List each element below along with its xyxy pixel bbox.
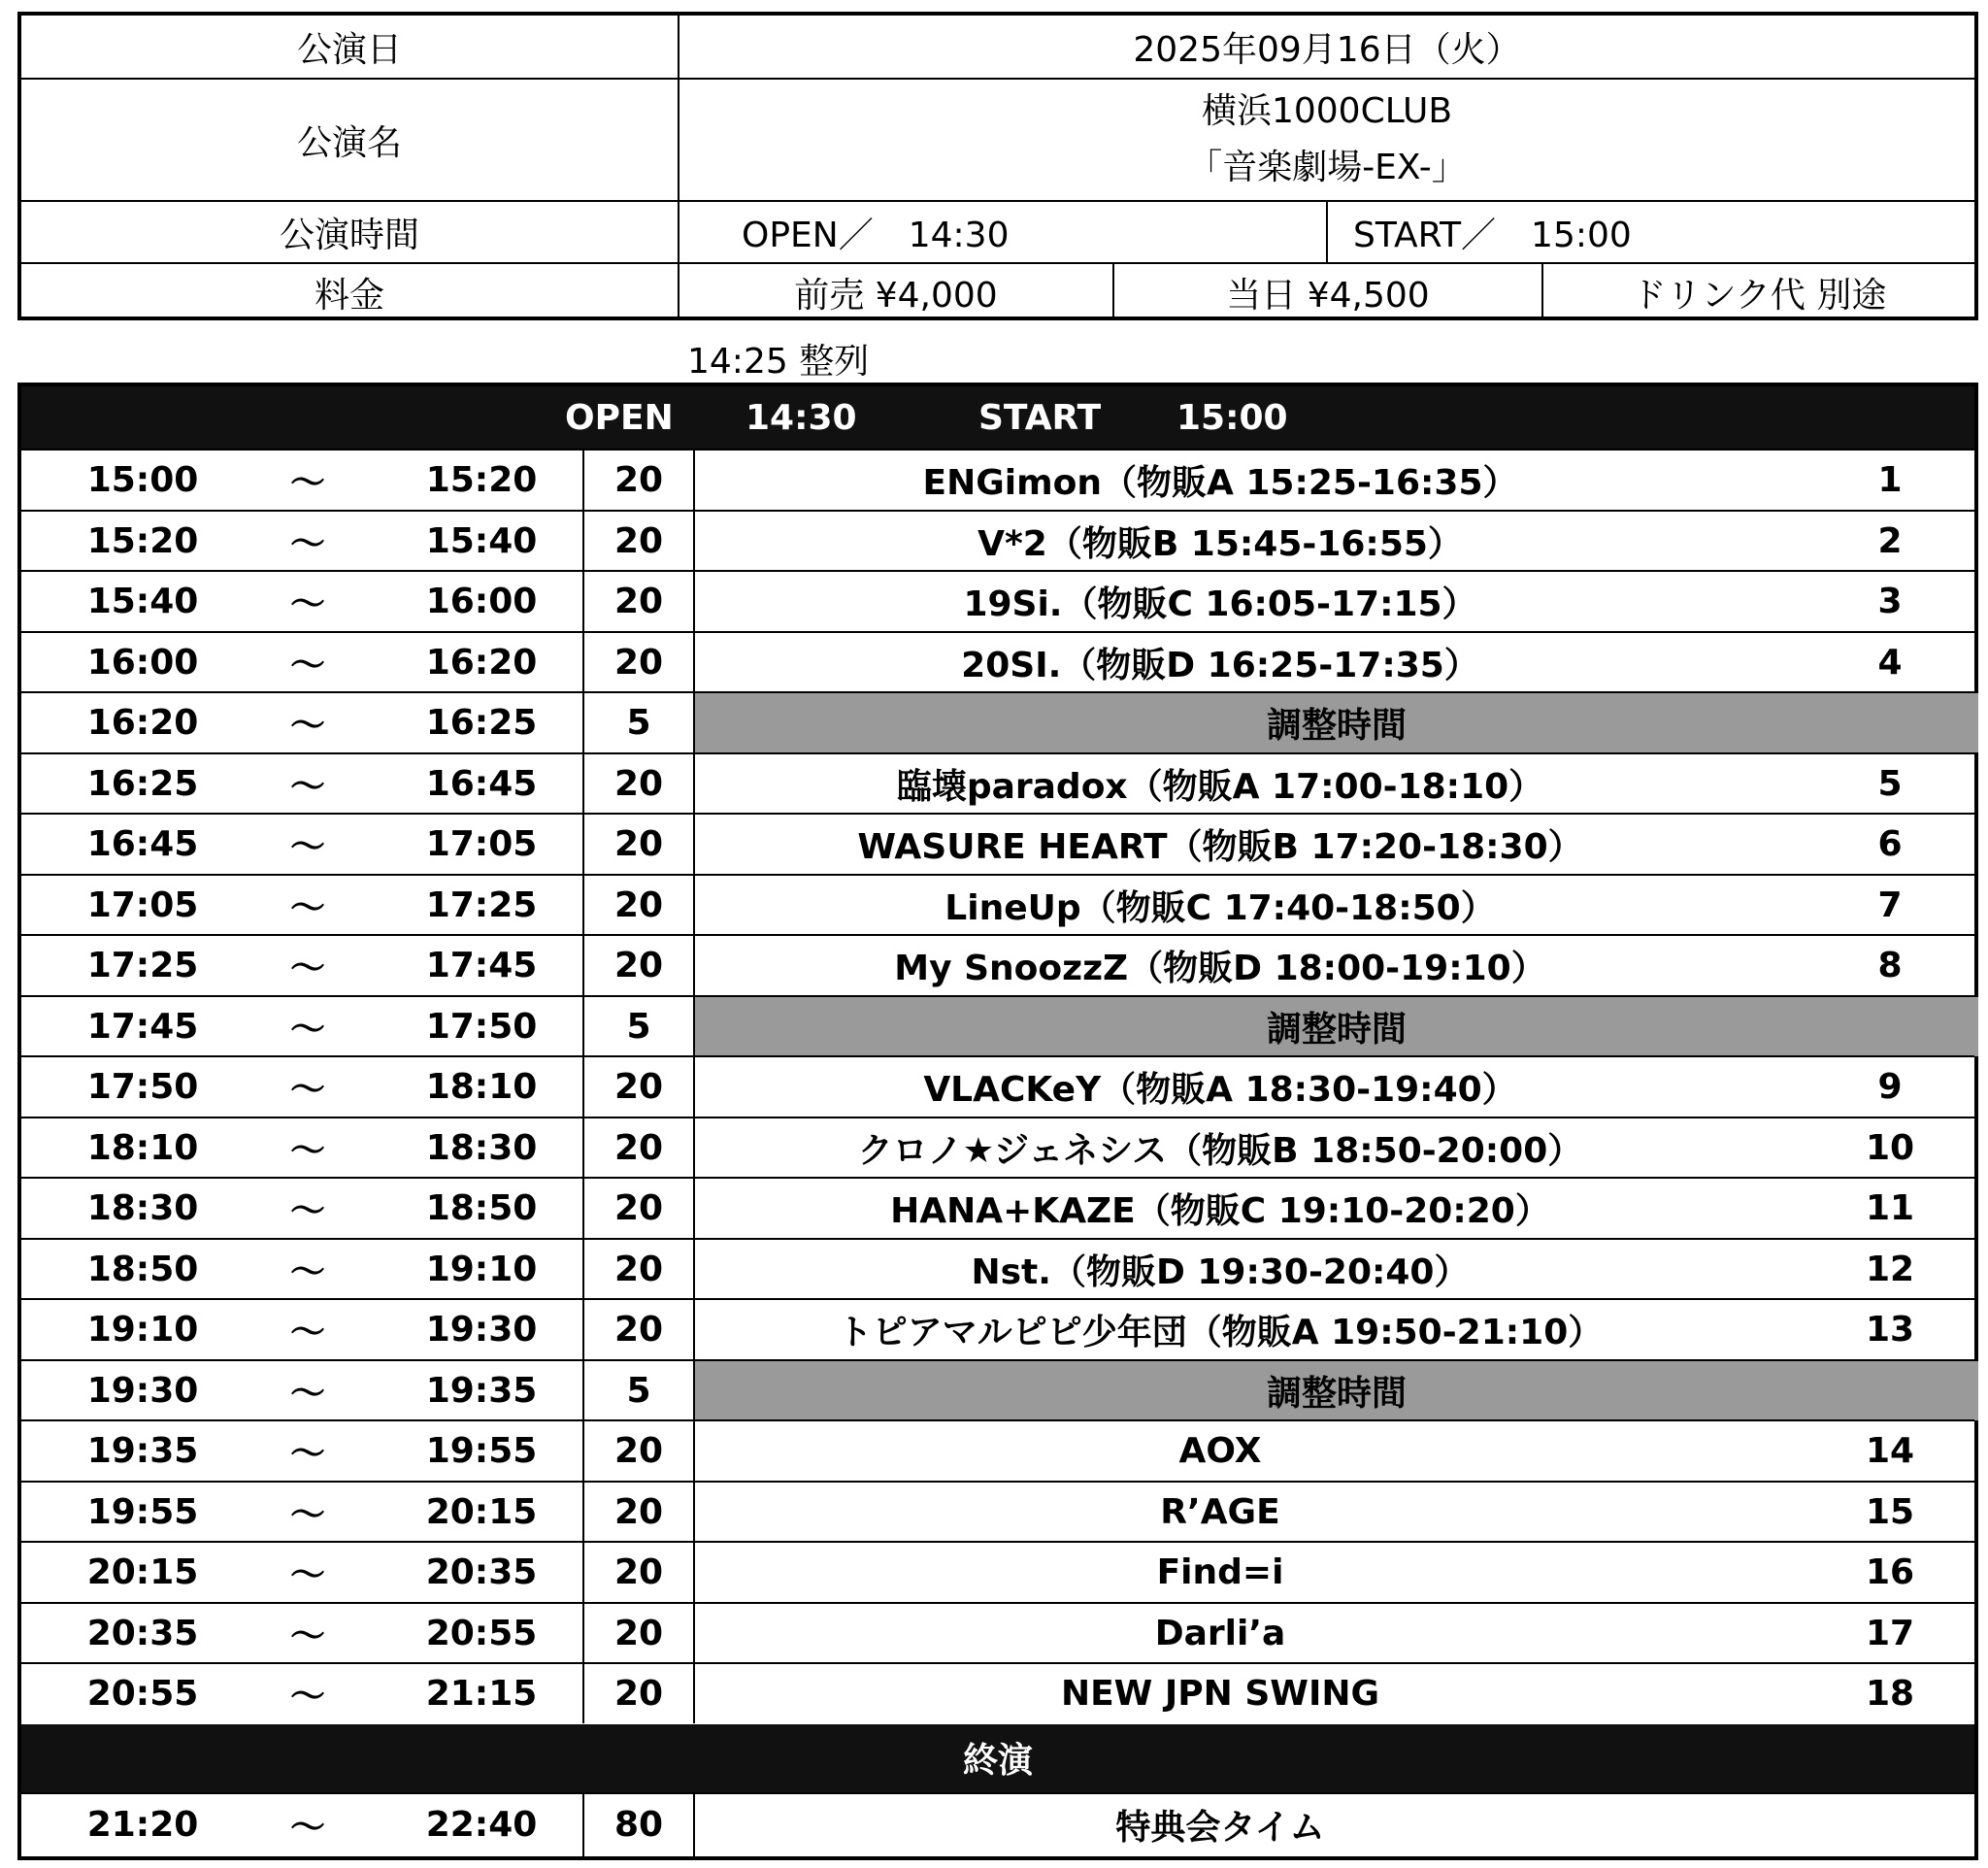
venue-name: 横浜1000CLUB xyxy=(1201,91,1453,131)
tilde-separator: 〜 xyxy=(289,1616,325,1656)
adjustment-time-cell: 調整時間 xyxy=(695,693,1978,752)
date-row xyxy=(21,16,1974,80)
performance-order: 10 xyxy=(1865,1127,1915,1168)
presale-price: 前売 ¥4,000 xyxy=(679,264,1114,320)
slot-duration: 20 xyxy=(582,512,695,571)
tilde-separator: 〜 xyxy=(289,1070,325,1110)
performance-order: 18 xyxy=(1865,1674,1915,1714)
performer-name: HANA+KAZE（物販C 19:10-20:20） xyxy=(890,1191,1550,1231)
tilde-separator: 〜 xyxy=(289,1009,325,1050)
performance-order: 12 xyxy=(1865,1249,1915,1289)
slot-start-time: 20:55 xyxy=(86,1674,199,1714)
timetable-row xyxy=(21,510,1974,571)
adjustment-time-cell: 調整時間 xyxy=(695,997,1978,1056)
tilde-separator: 〜 xyxy=(289,645,325,685)
performer-name: AOX xyxy=(1178,1431,1262,1471)
tilde-separator: 〜 xyxy=(289,523,325,564)
performer-name: 臨壊paradox（物販A 17:00-18:10） xyxy=(896,766,1544,807)
timetable-header xyxy=(21,386,1974,449)
slot-start-time: 19:10 xyxy=(86,1310,199,1350)
performer-name: My SnoozzZ（物販D 18:00-19:10） xyxy=(894,949,1546,988)
slot-duration: 20 xyxy=(582,1664,695,1723)
performance-order: 8 xyxy=(1877,946,1903,985)
slot-end-time: 16:25 xyxy=(425,703,538,743)
tilde-separator: 〜 xyxy=(289,706,325,746)
tilde-separator: 〜 xyxy=(289,827,325,867)
slot-start-time: 18:30 xyxy=(86,1188,199,1228)
date-label: 公演日 xyxy=(21,16,679,78)
slot-start-time: 18:50 xyxy=(86,1249,199,1289)
tilde-separator: 〜 xyxy=(289,1251,325,1292)
slot-duration: 20 xyxy=(582,1604,695,1663)
slot-start-time: 16:25 xyxy=(86,763,199,804)
slot-end-time: 17:45 xyxy=(425,946,538,985)
performer-name: R’AGE xyxy=(1160,1491,1280,1532)
slot-duration: 20 xyxy=(582,1179,695,1238)
header-start-label: START xyxy=(978,398,1102,438)
tilde-separator: 〜 xyxy=(289,887,325,928)
slot-start-time: 16:00 xyxy=(86,642,199,683)
slot-start-time: 15:20 xyxy=(86,520,199,561)
tilde-separator: 〜 xyxy=(289,1494,325,1535)
slot-start-time: 20:15 xyxy=(86,1552,199,1592)
timetable-row xyxy=(21,1481,1974,1542)
slot-end-time: 19:30 xyxy=(425,1310,538,1350)
slot-end-time: 20:15 xyxy=(425,1491,538,1532)
timetable-row xyxy=(21,874,1974,935)
event-title: 「音楽劇場-EX-」 xyxy=(1187,148,1467,187)
performer-name: Find=i xyxy=(1156,1552,1284,1592)
slot-duration: 20 xyxy=(582,1483,695,1542)
header-open-time: 14:30 xyxy=(746,398,857,438)
performer-name: 20SI.（物販D 16:25-17:35） xyxy=(961,645,1479,685)
timetable-row xyxy=(21,1662,1974,1723)
performance-order: 7 xyxy=(1877,884,1903,925)
slot-start-time: 19:35 xyxy=(86,1431,199,1471)
slot-start-time: 21:20 xyxy=(86,1805,199,1846)
slot-start-time: 17:45 xyxy=(86,1006,199,1047)
slot-duration: 20 xyxy=(582,1421,695,1481)
tilde-separator: 〜 xyxy=(289,1313,325,1352)
slot-duration: 20 xyxy=(582,1118,695,1178)
performance-order: 6 xyxy=(1877,824,1903,864)
performance-order: 2 xyxy=(1877,520,1903,561)
timetable-row xyxy=(21,1298,1974,1359)
performer-name: LineUp（物販C 17:40-18:50） xyxy=(944,887,1496,928)
slot-start-time: 20:35 xyxy=(86,1613,199,1653)
slot-end-time: 21:15 xyxy=(425,1674,538,1714)
timetable-row xyxy=(21,631,1974,692)
slot-duration: 20 xyxy=(582,1240,695,1299)
header-open-label: OPEN xyxy=(565,398,674,438)
event-info-table xyxy=(17,12,1978,320)
performer-name: Darli’a xyxy=(1154,1613,1286,1653)
slot-duration: 20 xyxy=(582,754,695,814)
performer-name: V*2（物販B 15:45-16:55） xyxy=(977,523,1463,564)
slot-end-time: 20:55 xyxy=(425,1613,538,1653)
slot-start-time: 16:45 xyxy=(86,824,199,864)
slot-end-time: 19:35 xyxy=(425,1370,538,1411)
slot-end-time: 18:10 xyxy=(425,1067,538,1107)
event-name xyxy=(679,80,1974,200)
tilde-separator: 〜 xyxy=(289,463,325,503)
performance-order: 9 xyxy=(1877,1067,1903,1107)
timetable-row xyxy=(21,570,1974,631)
tilde-separator: 〜 xyxy=(289,766,325,807)
performance-order: 15 xyxy=(1865,1491,1915,1532)
slot-end-time: 15:40 xyxy=(425,520,538,561)
slot-end-time: 17:25 xyxy=(425,884,538,925)
slot-end-time: 17:50 xyxy=(425,1006,538,1047)
slot-start-time: 16:20 xyxy=(86,703,199,743)
slot-start-time: 17:05 xyxy=(86,884,199,925)
performer-name: トピアマルピピ少年団（物販A 19:50-21:10） xyxy=(837,1313,1604,1352)
performance-order: 5 xyxy=(1877,763,1903,804)
timetable-row xyxy=(21,449,1974,510)
tilde-separator: 〜 xyxy=(289,949,325,988)
performer-name: Nst.（物販D 19:30-20:40） xyxy=(971,1251,1470,1292)
door-price: 当日 ¥4,500 xyxy=(1114,264,1543,320)
performance-order: 13 xyxy=(1865,1310,1915,1350)
queue-time-note: 14:25 整列 xyxy=(687,342,870,382)
price-label: 料金 xyxy=(21,264,679,320)
slot-duration: 20 xyxy=(582,1300,695,1359)
timetable-row xyxy=(21,1117,1974,1178)
tilde-separator: 〜 xyxy=(289,1555,325,1595)
timetable-row xyxy=(21,1602,1974,1663)
timetable-row xyxy=(21,1177,1974,1238)
performer-name: VLACKeY（物販A 18:30-19:40） xyxy=(923,1070,1517,1110)
name-row xyxy=(21,80,1974,202)
performance-order: 4 xyxy=(1877,642,1903,683)
slot-start-time: 17:25 xyxy=(86,946,199,985)
slot-start-time: 15:00 xyxy=(86,460,199,500)
performer-name: 特典会タイム xyxy=(1115,1808,1325,1849)
time-row xyxy=(21,202,1974,264)
slot-end-time: 17:05 xyxy=(425,824,538,864)
tilde-separator: 〜 xyxy=(289,1373,325,1414)
timetable xyxy=(17,383,1978,1860)
slot-start-time: 17:50 xyxy=(86,1067,199,1107)
timetable-row xyxy=(21,1419,1974,1481)
tilde-separator: 〜 xyxy=(289,1130,325,1171)
slot-start-time: 19:55 xyxy=(86,1491,199,1532)
slot-duration: 20 xyxy=(582,572,695,631)
slot-end-time: 15:20 xyxy=(425,460,538,500)
slot-end-time: 19:10 xyxy=(425,1249,538,1289)
slot-end-time: 16:00 xyxy=(425,582,538,621)
slot-duration: 5 xyxy=(582,997,695,1056)
slot-duration: 20 xyxy=(582,1057,695,1117)
date-value: 2025年09月16日（火） xyxy=(1133,29,1521,70)
slot-end-time: 16:20 xyxy=(425,642,538,683)
timetable-row xyxy=(21,934,1974,995)
timetable-row xyxy=(21,995,1974,1056)
slot-duration: 80 xyxy=(582,1794,695,1857)
performer-name: クロノ★ジェネシス（物販B 18:50-20:00） xyxy=(857,1130,1583,1171)
slot-start-time: 15:40 xyxy=(86,582,199,621)
performance-order: 16 xyxy=(1865,1552,1915,1592)
timetable-row xyxy=(21,1792,1974,1857)
timetable-row xyxy=(21,1541,1974,1602)
time-label: 公演時間 xyxy=(21,202,679,262)
performance-order: 17 xyxy=(1865,1613,1915,1653)
slot-duration: 20 xyxy=(582,450,695,510)
performance-order: 3 xyxy=(1877,582,1903,621)
slot-end-time: 22:40 xyxy=(425,1805,538,1846)
tilde-separator: 〜 xyxy=(289,584,325,624)
slot-duration: 20 xyxy=(582,1543,695,1602)
slot-end-time: 18:30 xyxy=(425,1127,538,1168)
slot-duration: 5 xyxy=(582,1361,695,1420)
header-start-time: 15:00 xyxy=(1176,398,1288,438)
drink-fee: ドリンク代 別途 xyxy=(1631,275,1887,316)
performer-name: 19Si.（物販C 16:05-17:15） xyxy=(963,584,1477,624)
slot-start-time: 18:10 xyxy=(86,1127,199,1168)
tilde-separator: 〜 xyxy=(289,1677,325,1717)
adjustment-time-cell: 調整時間 xyxy=(695,1361,1978,1420)
performance-order: 11 xyxy=(1865,1188,1915,1228)
performer-name: ENGimon（物販A 15:25-16:35） xyxy=(922,463,1518,503)
performer-name: NEW JPN SWING xyxy=(1060,1674,1380,1714)
tilde-separator: 〜 xyxy=(289,1808,325,1849)
timetable-row xyxy=(21,813,1974,874)
timetable-row xyxy=(21,1359,1974,1420)
start-time: START／ 15:00 xyxy=(1353,215,1632,255)
slot-start-time: 19:30 xyxy=(86,1370,199,1411)
price-row xyxy=(21,264,1974,320)
slot-duration: 20 xyxy=(582,936,695,995)
slot-end-time: 18:50 xyxy=(425,1188,538,1228)
performance-order: 14 xyxy=(1865,1431,1915,1471)
slot-end-time: 20:35 xyxy=(425,1552,538,1592)
tilde-separator: 〜 xyxy=(289,1191,325,1231)
performance-order: 1 xyxy=(1877,460,1903,500)
slot-duration: 5 xyxy=(582,693,695,752)
slot-duration: 20 xyxy=(582,633,695,692)
slot-end-time: 16:45 xyxy=(425,763,538,804)
tilde-separator: 〜 xyxy=(289,1434,325,1474)
name-label: 公演名 xyxy=(21,80,679,200)
performer-name: WASURE HEART（物販B 17:20-18:30） xyxy=(857,827,1583,867)
timetable-row xyxy=(21,1055,1974,1117)
timetable-row xyxy=(21,691,1974,752)
slot-end-time: 19:55 xyxy=(425,1431,538,1471)
show-end-band: 終演 xyxy=(21,1724,1974,1792)
slot-duration: 20 xyxy=(582,815,695,874)
timetable-row xyxy=(21,752,1974,814)
timetable-row xyxy=(21,1238,1974,1299)
slot-duration: 20 xyxy=(582,876,695,935)
open-time: OPEN／ 14:30 xyxy=(679,202,1328,262)
